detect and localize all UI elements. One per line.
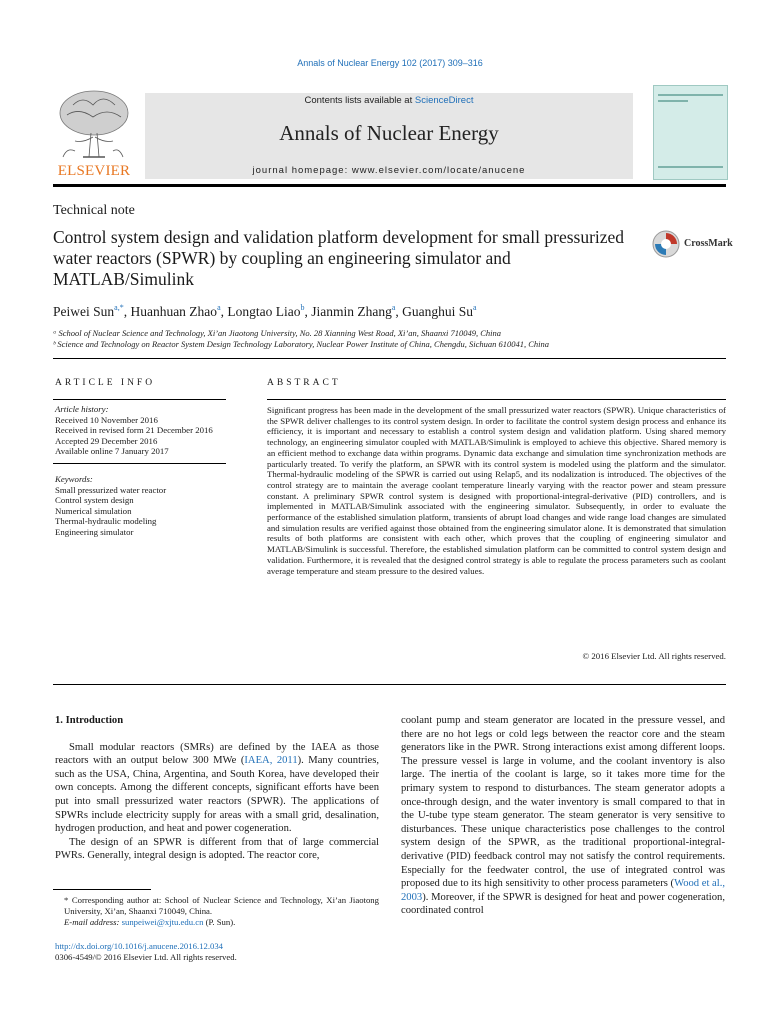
crossmark-icon	[652, 230, 680, 258]
paragraph	[401, 714, 725, 918]
author-name[interactable]: Longtao Liao	[227, 304, 301, 319]
affiliation-marker[interactable]: b	[300, 303, 305, 312]
history-item: Received 10 November 2016	[55, 414, 158, 425]
author-list: Peiwei Sun$^{a,*}$, Huanhuan Zhao$^a$, Longtao Liao$^b$, Jianmin Zhang$^a$, Guanghui Su$^a$	[53, 303, 477, 319]
keyword-item: Control system design	[55, 495, 134, 506]
abstract-heading: ABSTRACT	[267, 378, 341, 388]
paragraph-text: Small modular reactors (SMRs) are defined by the IAEA as those reactors with an output below 300 MWe (	[55, 741, 379, 767]
affiliation-marker[interactable]: a	[217, 303, 221, 312]
affiliation-a: ᵃ School of Nuclear Science and Technology, Xi’an Jiaotong University, No. 28 Xianning West Road, Xi’an, Shaanxi 710049, China	[53, 328, 502, 338]
journal-info-box	[145, 93, 633, 179]
citation-link[interactable]: Wood et al., 2003	[401, 878, 725, 903]
crossmark-label: CrossMark	[684, 238, 733, 249]
tree-icon	[53, 85, 135, 165]
affiliation-marker[interactable]: a,*	[114, 303, 124, 312]
keyword-item: Small pressurized water reactor	[55, 484, 167, 495]
abstract-divider	[267, 399, 726, 400]
affiliation-marker[interactable]: a	[473, 303, 477, 312]
publisher-name: ELSEVIER	[57, 163, 131, 179]
paragraph: The design of an SPWR is different from that of large commercial PWRs. Generally, integral design is adopted. The reactor core,	[55, 836, 379, 862]
homepage-prefix: journal homepage:	[252, 165, 352, 176]
corresponding-author-note: * Corresponding author at: School of Nuclear Science and Technology, Xi’an Jiaotong University, Xi’an, Shaanxi 710049, China.	[64, 895, 379, 916]
journal-reference[interactable]: Annals of Nuclear Energy 102 (2017) 309–316	[297, 58, 483, 68]
keyword-item: Engineering simulator	[55, 526, 134, 537]
journal-title: Annals of Nuclear Energy	[279, 121, 499, 145]
keyword-item: Numerical simulation	[55, 505, 132, 516]
footnotes	[55, 895, 379, 927]
affiliation-marker[interactable]: a	[391, 303, 396, 312]
homepage-url[interactable]: www.elsevier.com/locate/anucene	[351, 165, 526, 176]
keywords-divider	[53, 463, 226, 464]
body-column-left	[55, 714, 379, 863]
author-name[interactable]: Peiwei Sun	[53, 304, 115, 319]
header-divider	[53, 358, 726, 359]
sciencedirect-link[interactable]: ScienceDirect	[414, 95, 474, 106]
keywords-label: Keywords:	[55, 474, 93, 484]
section-heading: 1. Introduction	[55, 715, 124, 726]
doi-link[interactable]: http://dx.doi.org/10.1016/j.anucene.2016.12.034	[55, 941, 224, 951]
paragraph-text: coolant pump and steam generator are located in the pressure vessel, and there are no hot legs or cold legs between the reactor core and the steam generators like in the PWR. Strong interactions exist among different loops. The pressure vessel is large in volume, and the coolant inventory is also large. The inertia of the coolant is large, so it takes more time for the primary system to respond to disturbances. The steam generator adopts a once-through design, and the water inventory is small compared to that in the U-tube type steam generator. The steam generator is very sensitive to disturbances. These unique characteristics pose challenges to the control system design of the SPWR, as the traditional proportional-integral-derivative (PID) feedback control may not satisfy the control requirements. Especially for the feedwater control, the use of integrated control was proposed due to its high sensitivity to other process parameters (	[401, 715, 725, 890]
issn-line: 0306-4549/© 2016 Elsevier Ltd. All rights reserved.	[55, 952, 237, 962]
abstract-end-divider	[53, 684, 726, 685]
journal-cover-thumbnail[interactable]	[653, 85, 728, 180]
email-note	[55, 917, 379, 928]
keywords	[55, 474, 166, 538]
author-name[interactable]: Huanhuan Zhao	[130, 304, 218, 319]
paragraph	[55, 741, 379, 836]
article-info-divider	[53, 399, 226, 400]
author-name[interactable]: Jianmin Zhang	[311, 304, 392, 319]
article-type: Technical note	[53, 203, 135, 218]
footnote-divider	[53, 889, 151, 890]
contents-prefix: Contents lists available at	[304, 95, 415, 106]
abstract-copyright: © 2016 Elsevier Ltd. All rights reserved.	[582, 651, 726, 661]
article-title: Control system design and validation platform development for small pressurized water reactors (SPWR) by coupling an engineering simulator and MATLAB/Simulink	[53, 227, 625, 289]
email-label: E-mail address:	[64, 916, 122, 927]
article-info-heading: ARTICLE INFO	[55, 378, 156, 388]
masthead-divider	[53, 184, 726, 187]
email-link[interactable]: sunpeiwei@xjtu.edu.cn	[121, 916, 204, 927]
doi-block	[55, 941, 379, 963]
abstract-text: Significant progress has been made in the development of the small pressurized water reactors (SPWR). Unique characteristics of the SPWR deliver challenges to its control system design. In order to facilitate the control system design process and enhance its efficiency, it is important and necessary to establish a control system design and validation platform. Using shared memory technology, an engineering simulator coupled with MATLAB/Simulink is employed to achieve this objective. Shared memory is an efficient method to exchange data within programs. Dynamic data exchange and simulation time synchronization methods are particularly treated. To verify the platform, an SPWR with its control system is modeled using the platform and the simulator. Thermal-hydraulic modeling of the SPWR is carried out using Relap5, and its nodalization is introduced. The objectives of the control strategy are to maintain the average coolant temperature linearly varying with the reactor power and steam pressure constant. A preliminary SPWR control system is designed with proportional-integral-derivative (PID) controllers, and is implemented in MATLAB/Simulink associated with the engineering simulator. Subsequently, in order to evaluate the performance of the established simulation platform, transients of abrupt load changes and wide range load changes are simulated and simulation results are verified against those obtained from the engineering simulator alone. It is demonstrated that simulation results of both platforms are consistent with each other, which proves that the coupling of engineering simulator and MATLAB/Simulink is successful. Therefore, the established simulation platform can be committed to control system design and validation. Furthermore, it is revealed that the designed control strategy is able to regulate the process parameters such as coolant average temperature and steam pressure to the desired values.	[267, 405, 726, 576]
history-item: Accepted 29 December 2016	[55, 435, 158, 446]
paragraph-text: ). Moreover, if the SPWR is designed for heat and power cogeneration, coordinated control	[401, 891, 725, 917]
author-name[interactable]: Guanghui Su	[402, 304, 474, 319]
article-history	[55, 404, 213, 457]
elsevier-logo[interactable]	[53, 85, 135, 180]
citation-link[interactable]: IAEA, 2011	[244, 755, 298, 767]
body-column-right	[401, 714, 725, 918]
journal-homepage	[145, 165, 633, 176]
keyword-item: Thermal-hydraulic modeling	[55, 516, 157, 527]
affiliation-b: ᵇ Science and Technology on Reactor System Design Technology Laboratory, Nuclear Power Institute of China, Chengdu, Sichuan 610041, China	[53, 339, 550, 349]
email-suffix: (P. Sun).	[203, 916, 236, 927]
contents-line	[145, 95, 633, 106]
history-item: Available online 7 January 2017	[55, 446, 169, 457]
article-history-label: Article history:	[55, 404, 109, 414]
paragraph-text: ). Many countries, such as the USA, China, Argentina, and South Korea, have developed their own concepts. Among the different concepts, significant efforts have been put into small pressurized water reactors (SPWR). The applications of SPWRs include electricity supply for areas with a small grid, desalination, hydrogen production, and heat and power cogeneration.	[55, 755, 379, 835]
crossmark-button[interactable]	[652, 230, 733, 260]
history-item: Received in revised form 21 December 2016	[55, 425, 213, 436]
journal-masthead	[53, 85, 726, 180]
